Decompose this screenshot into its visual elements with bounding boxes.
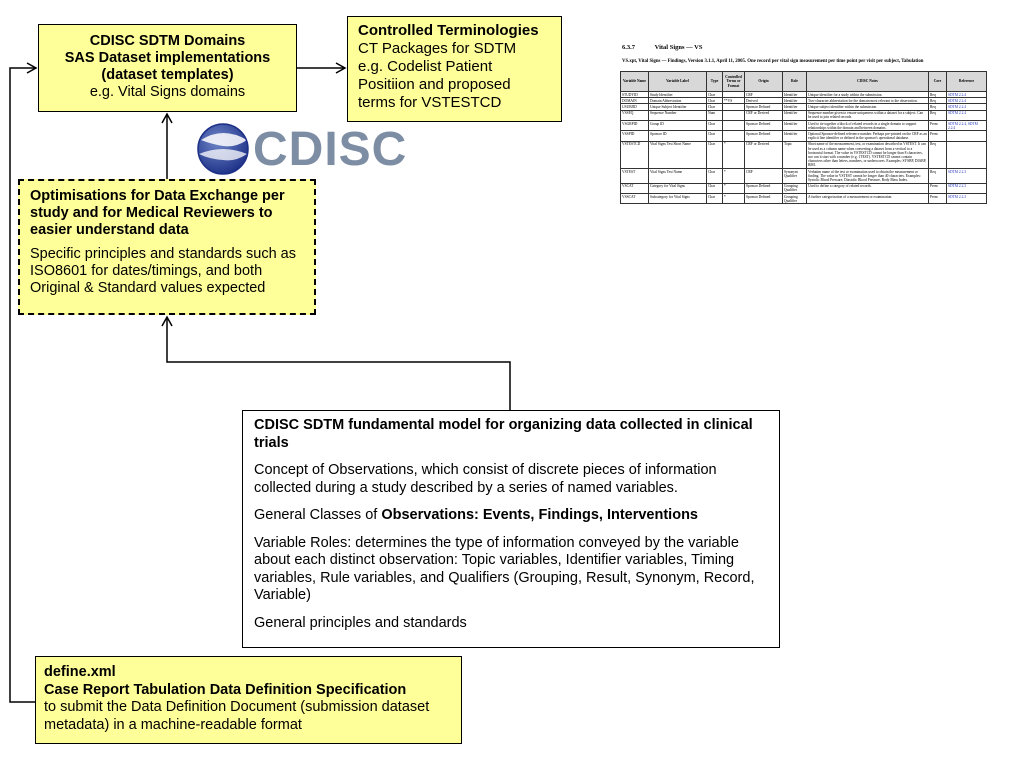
table-cell: Char [707, 194, 723, 204]
table-cell: VSCAT [621, 183, 649, 193]
table-cell: Sponsor Defined [745, 194, 783, 204]
table-cell: * [723, 169, 745, 184]
sdtm-domains-example: e.g. Vital Signs domains [89, 84, 246, 100]
table-row [621, 141, 987, 168]
table-cell: Perm [929, 194, 947, 204]
sdtm-domains-box [38, 24, 297, 112]
table-row [621, 110, 987, 120]
vs-header-cell: Variable Name [621, 72, 649, 92]
table-cell: Sponsor Defined [745, 131, 783, 141]
table-cell: Unique subject identifier within the submission. [807, 104, 929, 110]
table-cell: CRF or Derived [745, 110, 783, 120]
table-cell: VSSCAT [621, 194, 649, 204]
table-cell: Used to tie together a block of related records in a single domain to support relationships within the domain and between domains. [807, 121, 929, 131]
table-cell: CRF [745, 92, 783, 98]
vs-header-cell: CDISC Notes [807, 72, 929, 92]
table-row [621, 194, 987, 204]
general-classes-list: Observations: Events, Findings, Interventions [381, 507, 698, 523]
optimisations-body: Specific principles and standards such as ISO8601 for dates/timings, and both Original & Standard values expected [30, 246, 296, 296]
table-cell: VSSEQ [621, 110, 649, 120]
controlled-terms-line: CT Packages for SDTM [358, 40, 517, 57]
sdtm-model-observations: Concept of Observations, which consist of discrete pieces of information collected during a study described by a series of named variables. [254, 462, 717, 496]
sdtm-model-variable-roles: Variable Roles: determines the type of information conveyed by the variable about each distinct observation: Topic variables, Identifier variables, Timing variables, Rule variables, and Qualifiers (Grouping, Result, Synonym, Record, Variable) [254, 534, 755, 603]
table-cell: Char [707, 92, 723, 98]
table-cell: Unique Subject Identifier [649, 104, 707, 110]
table-cell: Identifier [783, 98, 807, 104]
vs-header-row [621, 72, 987, 92]
table-cell: Char [707, 121, 723, 131]
table-cell: Req [929, 98, 947, 104]
table-cell: * [723, 183, 745, 193]
table-cell: Char [707, 169, 723, 184]
table-cell: VSGRPID [621, 121, 649, 131]
table-cell: Category for Vital Signs [649, 183, 707, 193]
table-cell: Sponsor ID [649, 131, 707, 141]
table-cell: Sequence Number [649, 110, 707, 120]
table-row [621, 183, 987, 193]
table-cell: SDTM 2.2.3 [947, 194, 987, 204]
cdisc-logo-text: CDISC [253, 123, 408, 176]
table-cell: Vital Signs Test Short Name [649, 141, 707, 168]
vs-description: VS.xpt, Vital Signs — Findings, Version 3.1.1, April 11, 2005. One record per vital sign measurement per time point per visit per subject, Tabulation [622, 59, 924, 64]
table-cell: Optional Sponsor-defined reference number. Perhaps pre-printed on the CRF as an explicit line identifier or defined in the sponsor's operational database. [808, 131, 927, 141]
sdtm-domains-subtitle: SAS Dataset implementations [64, 50, 271, 66]
controlled-terminologies-box [347, 16, 562, 122]
controlled-terms-line: terms for VSTESTCD [358, 94, 502, 111]
general-classes-prefix: General Classes of [254, 507, 382, 523]
table-cell: CRF or Derived [745, 141, 783, 168]
define-xml-description: to submit the Data Definition Document (submission dataset metadata) in a machine-readable format [44, 699, 430, 733]
table-row [621, 131, 987, 141]
table-cell [947, 131, 987, 141]
table-cell: Domain Abbreviation [649, 98, 707, 104]
table-cell: A further categorization of a measurement or examination. [807, 194, 929, 204]
table-cell: Vital Signs Test Name [649, 169, 707, 184]
table-cell: Identifier [783, 92, 807, 98]
table-cell [723, 131, 745, 141]
cdisc-globe-icon [195, 118, 251, 180]
vs-section-number: 6.3.7 [622, 44, 635, 51]
table-cell: Unique identifier for a study within the submission. [807, 92, 929, 98]
arrow-definexml-to-domains [10, 68, 36, 702]
table-cell: Verbatim name of the test or examination used to obtain the measurement or finding. The value in VSTEST cannot be longer than 40 characters. Examples: Systolic Blood Pressure, Diastolic Blood Pressure, Body Mass Index. [807, 169, 929, 184]
table-cell: SDTM 2.2.3 [947, 169, 987, 184]
table-cell: SDTM 2.2.4 [947, 110, 987, 120]
table-cell: * [723, 194, 745, 204]
vs-header-cell: Type [707, 72, 723, 92]
table-row [621, 169, 987, 184]
table-cell: Req [929, 104, 947, 110]
optimisations-box [18, 179, 316, 315]
table-cell: Grouping Qualifier [783, 194, 807, 204]
table-cell: Perm [929, 121, 947, 131]
table-cell: Req [929, 141, 947, 168]
table-cell: VSSPID [621, 131, 649, 141]
table-cell: Req [929, 169, 947, 184]
table-cell: * [723, 141, 745, 168]
define-xml-box [35, 656, 462, 744]
table-cell: SDTM 2.2.4 [947, 92, 987, 98]
vs-header-cell: Variable Label [649, 72, 707, 92]
table-cell: VSTEST [621, 169, 649, 184]
optimisations-title: Optimisations for Data Exchange per study and for Medical Reviewers to easier understand data [30, 188, 285, 238]
vs-table [620, 71, 987, 204]
table-cell: Char [707, 131, 723, 141]
table-row [621, 121, 987, 131]
sdtm-model-box [242, 410, 780, 648]
arrow-model-to-optimisations [167, 317, 510, 410]
vs-header-cell: Controlled Terms or Format [723, 72, 745, 92]
sdtm-model-general-classes [254, 507, 769, 525]
table-cell: Char [707, 104, 723, 110]
vs-header-cell: Core [929, 72, 947, 92]
table-cell: Study Identifier [649, 92, 707, 98]
table-cell: Num [707, 110, 723, 120]
vs-header-cell: Reference [947, 72, 987, 92]
table-cell: Char [707, 98, 723, 104]
sdtm-model-principles: General principles and standards [254, 614, 467, 631]
table-cell [723, 110, 745, 120]
table-cell: Sponsor Defined [745, 121, 783, 131]
vs-header-cell: Role [783, 72, 807, 92]
define-xml-title: define.xml [44, 664, 116, 680]
table-cell: DOMAIN [621, 98, 649, 104]
cdisc-logo [195, 118, 408, 180]
vs-body [621, 92, 987, 204]
table-cell: Char [707, 183, 723, 193]
vs-section-title: Vital Signs — VS [654, 44, 703, 51]
table-cell [723, 121, 745, 131]
table-cell: Identifier [783, 121, 807, 131]
table-cell: VSTESTCD [621, 141, 649, 168]
table-cell: SDTM 2.2.4 [947, 104, 987, 110]
table-cell: Topic [783, 141, 807, 168]
table-cell: STUDYID [621, 92, 649, 98]
vital-signs-table-thumbnail [620, 42, 988, 270]
table-cell: Synonym Qualifier [783, 169, 807, 184]
table-cell: Used to define a category of related records. [807, 183, 929, 193]
table-cell: Identifier [783, 104, 807, 110]
table-cell: Grouping Qualifier [783, 183, 807, 193]
vs-header-cell: Origin [745, 72, 783, 92]
table-cell: Perm [929, 183, 947, 193]
sdtm-model-title: CDISC SDTM fundamental model for organizing data collected in clinical trials [254, 417, 753, 451]
table-cell: Group ID [649, 121, 707, 131]
table-cell: SDTM 2.2.4 [947, 98, 987, 104]
table-cell: Perm [929, 131, 947, 141]
table-cell: Identifier [783, 110, 807, 120]
define-xml-subtitle: Case Report Tabulation Data Definition Specification [44, 681, 407, 698]
table-cell: Identifier [783, 131, 807, 141]
table-cell: Sponsor Defined [745, 104, 783, 110]
table-cell: Char [707, 141, 723, 168]
table-cell: Two-character abbreviation for the domain most relevant to the observation. [807, 98, 929, 104]
sdtm-domains-title: CDISC SDTM Domains [89, 33, 246, 49]
table-cell: Subcategory for Vital Signs [649, 194, 707, 204]
table-cell: SDTM 2.2.4, SDTM 2.2.4 [947, 121, 987, 131]
table-cell [947, 141, 987, 168]
controlled-terms-line: Positiion and proposed [358, 76, 511, 93]
table-cell: SDTM 2.2.3 [947, 183, 987, 193]
table-cell: USUBJID [621, 104, 649, 110]
table-cell: Sponsor Defined [745, 183, 783, 193]
table-cell: Sequence number given to ensure uniqueness within a dataset for a subject. Can be used to join related records. [807, 110, 929, 120]
vs-heading [622, 44, 703, 51]
table-cell: CRF [745, 169, 783, 184]
table-cell: Short name of the measurement, test, or examination described in VSTEST. It can be used as a column name when converting a dataset from a vertical to a horizontal format. The value in VSTESTCD cannot be longer than 8 characters, nor can it start with a number (e.g. 1TEST). VSTESTCD cannot contain characters other than letters, numbers, or underscores. Examples: SYSBP, DIABP, BMI. [807, 141, 929, 168]
table-cell: Req [929, 110, 947, 120]
table-cell: **VS [723, 98, 745, 104]
controlled-terms-line: e.g. Codelist Patient [358, 58, 493, 75]
table-cell: Derived [745, 98, 783, 104]
controlled-terms-title: Controlled Terminologies [358, 22, 539, 39]
sdtm-domains-templates: (dataset templates) [101, 67, 234, 83]
table-cell: Req [929, 92, 947, 98]
